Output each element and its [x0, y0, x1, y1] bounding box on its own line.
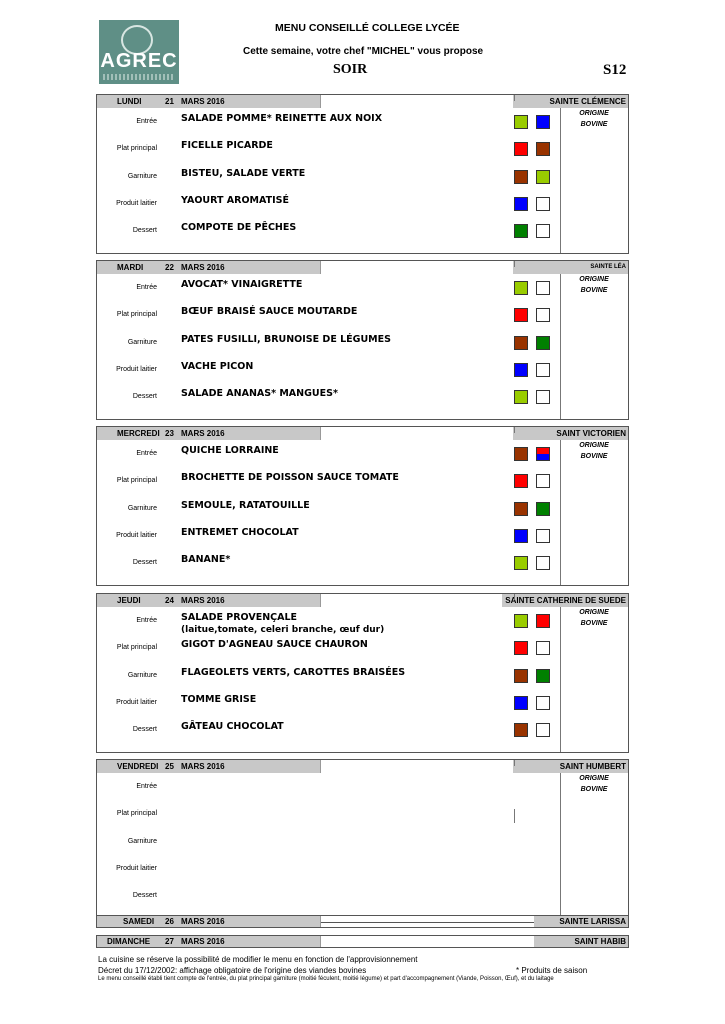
day-name: LUNDI [117, 97, 142, 106]
day-header [97, 261, 321, 274]
course-category: Entrée [136, 450, 157, 457]
day-month: MARS 2016 [181, 429, 225, 438]
menu-row [97, 550, 628, 577]
saint-name: SAINT HUMBERT [513, 760, 628, 773]
day-header [97, 916, 321, 927]
menu-row [97, 608, 628, 635]
day-block [96, 94, 629, 254]
day-name: DIMANCHE [107, 937, 151, 946]
food-group-swatch [536, 502, 550, 516]
food-group-swatch [514, 529, 528, 543]
menu-row [97, 774, 628, 801]
food-group-swatch [536, 142, 550, 156]
menu-row [97, 856, 628, 883]
saint-name: SAINTE LARISSA [534, 916, 628, 927]
dish-name: BROCHETTE DE POISSON SAUCE TOMATE [181, 472, 399, 483]
food-group-swatch [536, 529, 550, 543]
food-group-swatch [514, 308, 528, 322]
column-divider [514, 95, 515, 101]
course-category: Plat principal [116, 477, 157, 484]
dish-detail: (laitue,tomate, celeri branche, œuf dur) [181, 625, 385, 635]
course-category: Entrée [136, 783, 157, 790]
course-category: Dessert [132, 726, 157, 733]
course-category: Entrée [136, 118, 157, 125]
menu-row [97, 717, 628, 744]
food-group-swatch [536, 363, 550, 377]
menu-row [97, 829, 628, 856]
saint-name: SAINTE CATHERINE DE SUEDE [502, 594, 628, 607]
course-category: Garniture [127, 672, 157, 679]
dish-name: TOMME GRISE [181, 694, 257, 705]
day-name: SAMEDI [123, 917, 155, 926]
dish-name: SALADE ANANAS* MANGUES* [181, 388, 338, 399]
menu-row [97, 109, 628, 136]
day-number: 21 [165, 97, 174, 106]
course-category: Plat principal [116, 810, 157, 817]
day-month: MARS 2016 [181, 596, 225, 605]
menu-row [97, 523, 628, 550]
menu-row [97, 302, 628, 329]
week-label: S12 [603, 62, 627, 78]
food-group-swatch [536, 197, 550, 211]
day-name: MARDI [117, 263, 144, 272]
food-group-swatch [514, 556, 528, 570]
menu-row [97, 883, 628, 910]
menu-row [97, 357, 628, 384]
day-block [96, 426, 629, 586]
food-group-swatch [514, 197, 528, 211]
food-group-swatch [514, 142, 528, 156]
food-group-swatch [514, 447, 528, 461]
day-number: 27 [165, 937, 174, 946]
origin-label: ORIGINE [579, 609, 609, 616]
dish-name: FICELLE PICARDE [181, 140, 273, 151]
menu-row [97, 441, 628, 468]
dish-name: PATES FUSILLI, BRUNOISE DE LÉGUMES [181, 334, 391, 345]
menu-row [97, 635, 628, 662]
day-month: MARS 2016 [181, 917, 225, 926]
food-group-swatch [536, 669, 550, 683]
food-group-swatch [514, 170, 528, 184]
column-divider [514, 760, 515, 766]
saint-name: SAINTE CLÉMENCE [513, 95, 628, 108]
food-group-swatch [536, 390, 550, 404]
agrec-logo [99, 20, 179, 84]
food-group-swatch [536, 556, 550, 570]
dish-name: ENTREMET CHOCOLAT [181, 527, 299, 538]
dish-name: GIGOT D'AGNEAU SAUCE CHAURON [181, 639, 368, 650]
menu-row [97, 663, 628, 690]
food-group-swatch [536, 474, 550, 488]
food-group-swatch [514, 614, 528, 628]
food-group-swatch [514, 696, 528, 710]
footer-composition: Le menu conseillé établi tient compte de l'entrée, du plat principal garniture (moitié féculent, moitié légume) et part d'accompagnement (Viande, Poisson, Œuf), et du laitage [98, 976, 554, 982]
dish-name: GÂTEAU CHOCOLAT [181, 721, 284, 732]
food-group-swatch [514, 390, 528, 404]
food-group-swatch [536, 696, 550, 710]
dish-name: FLAGEOLETS VERTS, CAROTTES BRAISÉES [181, 667, 406, 678]
origin-label: BOVINE [580, 121, 608, 128]
saint-name: SAINT HABIB [534, 936, 628, 947]
weekend-day-bar [96, 935, 629, 948]
origin-label: BOVINE [580, 287, 608, 294]
weekend-day-bar [96, 915, 629, 928]
dish-name: BŒUF BRAISÉ SAUCE MOUTARDE [181, 306, 358, 317]
day-block [96, 260, 629, 420]
food-group-swatch [536, 308, 550, 322]
menu-title: MENU CONSEILLÉ COLLEGE LYCÉE [275, 22, 460, 34]
dish-name: SALADE POMME* REINETTE AUX NOIX [181, 113, 383, 124]
dish-name: YAOURT AROMATISÉ [181, 195, 289, 206]
food-group-swatch [536, 614, 550, 628]
course-category: Plat principal [116, 145, 157, 152]
day-number: 22 [165, 263, 174, 272]
course-category: Dessert [132, 227, 157, 234]
course-category: Dessert [132, 393, 157, 400]
day-header [97, 936, 321, 947]
course-category: Produit laitier [116, 865, 157, 872]
column-divider [514, 594, 515, 600]
food-group-swatch [536, 224, 550, 238]
dish-name: VACHE PICON [181, 361, 254, 372]
course-category: Produit laitier [116, 699, 157, 706]
season-note: * Produits de saison [516, 966, 588, 975]
origin-label: BOVINE [580, 620, 608, 627]
meal-label: SOIR [333, 62, 368, 77]
column-divider [514, 427, 515, 433]
menu-row [97, 468, 628, 495]
food-group-swatch [514, 723, 528, 737]
menu-row [97, 218, 628, 245]
menu-row [97, 275, 628, 302]
dish-name: SEMOULE, RATATOUILLE [181, 500, 310, 511]
logo-text: AGREC [100, 50, 178, 72]
menu-row [97, 191, 628, 218]
menu-row [97, 136, 628, 163]
day-header [97, 594, 321, 607]
course-category: Entrée [136, 284, 157, 291]
day-month: MARS 2016 [181, 97, 225, 106]
text-cursor [514, 809, 515, 823]
origin-label: ORIGINE [579, 442, 609, 449]
day-number: 23 [165, 429, 174, 438]
course-category: Garniture [127, 838, 157, 845]
menu-row [97, 384, 628, 411]
menu-row [97, 164, 628, 191]
food-group-swatch [514, 336, 528, 350]
food-group-swatch [514, 224, 528, 238]
food-group-swatch [514, 502, 528, 516]
day-number: 26 [165, 917, 174, 926]
course-category: Plat principal [116, 644, 157, 651]
day-header [97, 760, 321, 773]
day-name: MERCREDI [117, 429, 160, 438]
day-header [97, 427, 321, 440]
course-category: Garniture [127, 505, 157, 512]
menu-row [97, 496, 628, 523]
dish-name: COMPOTE DE PÊCHES [181, 222, 297, 233]
logo-subtitle-lines [103, 74, 175, 80]
origin-label: ORIGINE [579, 276, 609, 283]
day-name: VENDREDI [117, 762, 159, 771]
food-group-swatch [536, 115, 550, 129]
menu-row [97, 330, 628, 357]
food-group-swatch [536, 170, 550, 184]
course-category: Plat principal [116, 311, 157, 318]
saint-name: SAINT VICTORIEN [513, 427, 628, 440]
day-number: 24 [165, 596, 174, 605]
day-month: MARS 2016 [181, 762, 225, 771]
saint-name: SAINTE LÉA [513, 261, 628, 274]
footer-notice: La cuisine se réserve la possibilité de modifier le menu en fonction de l'approvisionnement [98, 955, 418, 964]
dish-name: SALADE PROVENÇALE [181, 612, 298, 623]
swatch-half [537, 454, 549, 460]
course-category: Garniture [127, 339, 157, 346]
food-group-swatch [514, 281, 528, 295]
chef-subtitle: Cette semaine, votre chef "MICHEL" vous propose [243, 46, 484, 57]
dish-name: BISTEU, SALADE VERTE [181, 168, 306, 179]
food-group-swatch [536, 447, 550, 461]
food-group-swatch [514, 474, 528, 488]
course-category: Dessert [132, 559, 157, 566]
day-header [97, 95, 321, 108]
origin-label: BOVINE [580, 453, 608, 460]
course-category: Garniture [127, 173, 157, 180]
food-group-swatch [536, 641, 550, 655]
course-category: Dessert [132, 892, 157, 899]
day-number: 25 [165, 762, 174, 771]
column-divider [514, 261, 515, 267]
dish-name: AVOCAT* VINAIGRETTE [181, 279, 303, 290]
origin-label: ORIGINE [579, 775, 609, 782]
menu-row [97, 690, 628, 717]
dish-name: QUICHE LORRAINE [181, 445, 279, 456]
food-group-swatch [514, 363, 528, 377]
day-month: MARS 2016 [181, 937, 225, 946]
day-month: MARS 2016 [181, 263, 225, 272]
day-block [96, 759, 629, 923]
origin-label: BOVINE [580, 786, 608, 793]
origin-label: ORIGINE [579, 110, 609, 117]
food-group-swatch [514, 641, 528, 655]
menu-row [97, 801, 628, 828]
course-category: Entrée [136, 617, 157, 624]
dish-name: BANANE* [181, 554, 231, 565]
course-category: Produit laitier [116, 366, 157, 373]
food-group-swatch [536, 281, 550, 295]
food-group-swatch [514, 669, 528, 683]
food-group-swatch [536, 723, 550, 737]
day-block [96, 593, 629, 753]
food-group-swatch [514, 115, 528, 129]
food-group-swatch [536, 336, 550, 350]
course-category: Produit laitier [116, 200, 157, 207]
footer-decree: Décret du 17/12/2002: affichage obligatoire de l'origine des viandes bovines [98, 966, 367, 975]
day-name: JEUDI [117, 596, 141, 605]
course-category: Produit laitier [116, 532, 157, 539]
